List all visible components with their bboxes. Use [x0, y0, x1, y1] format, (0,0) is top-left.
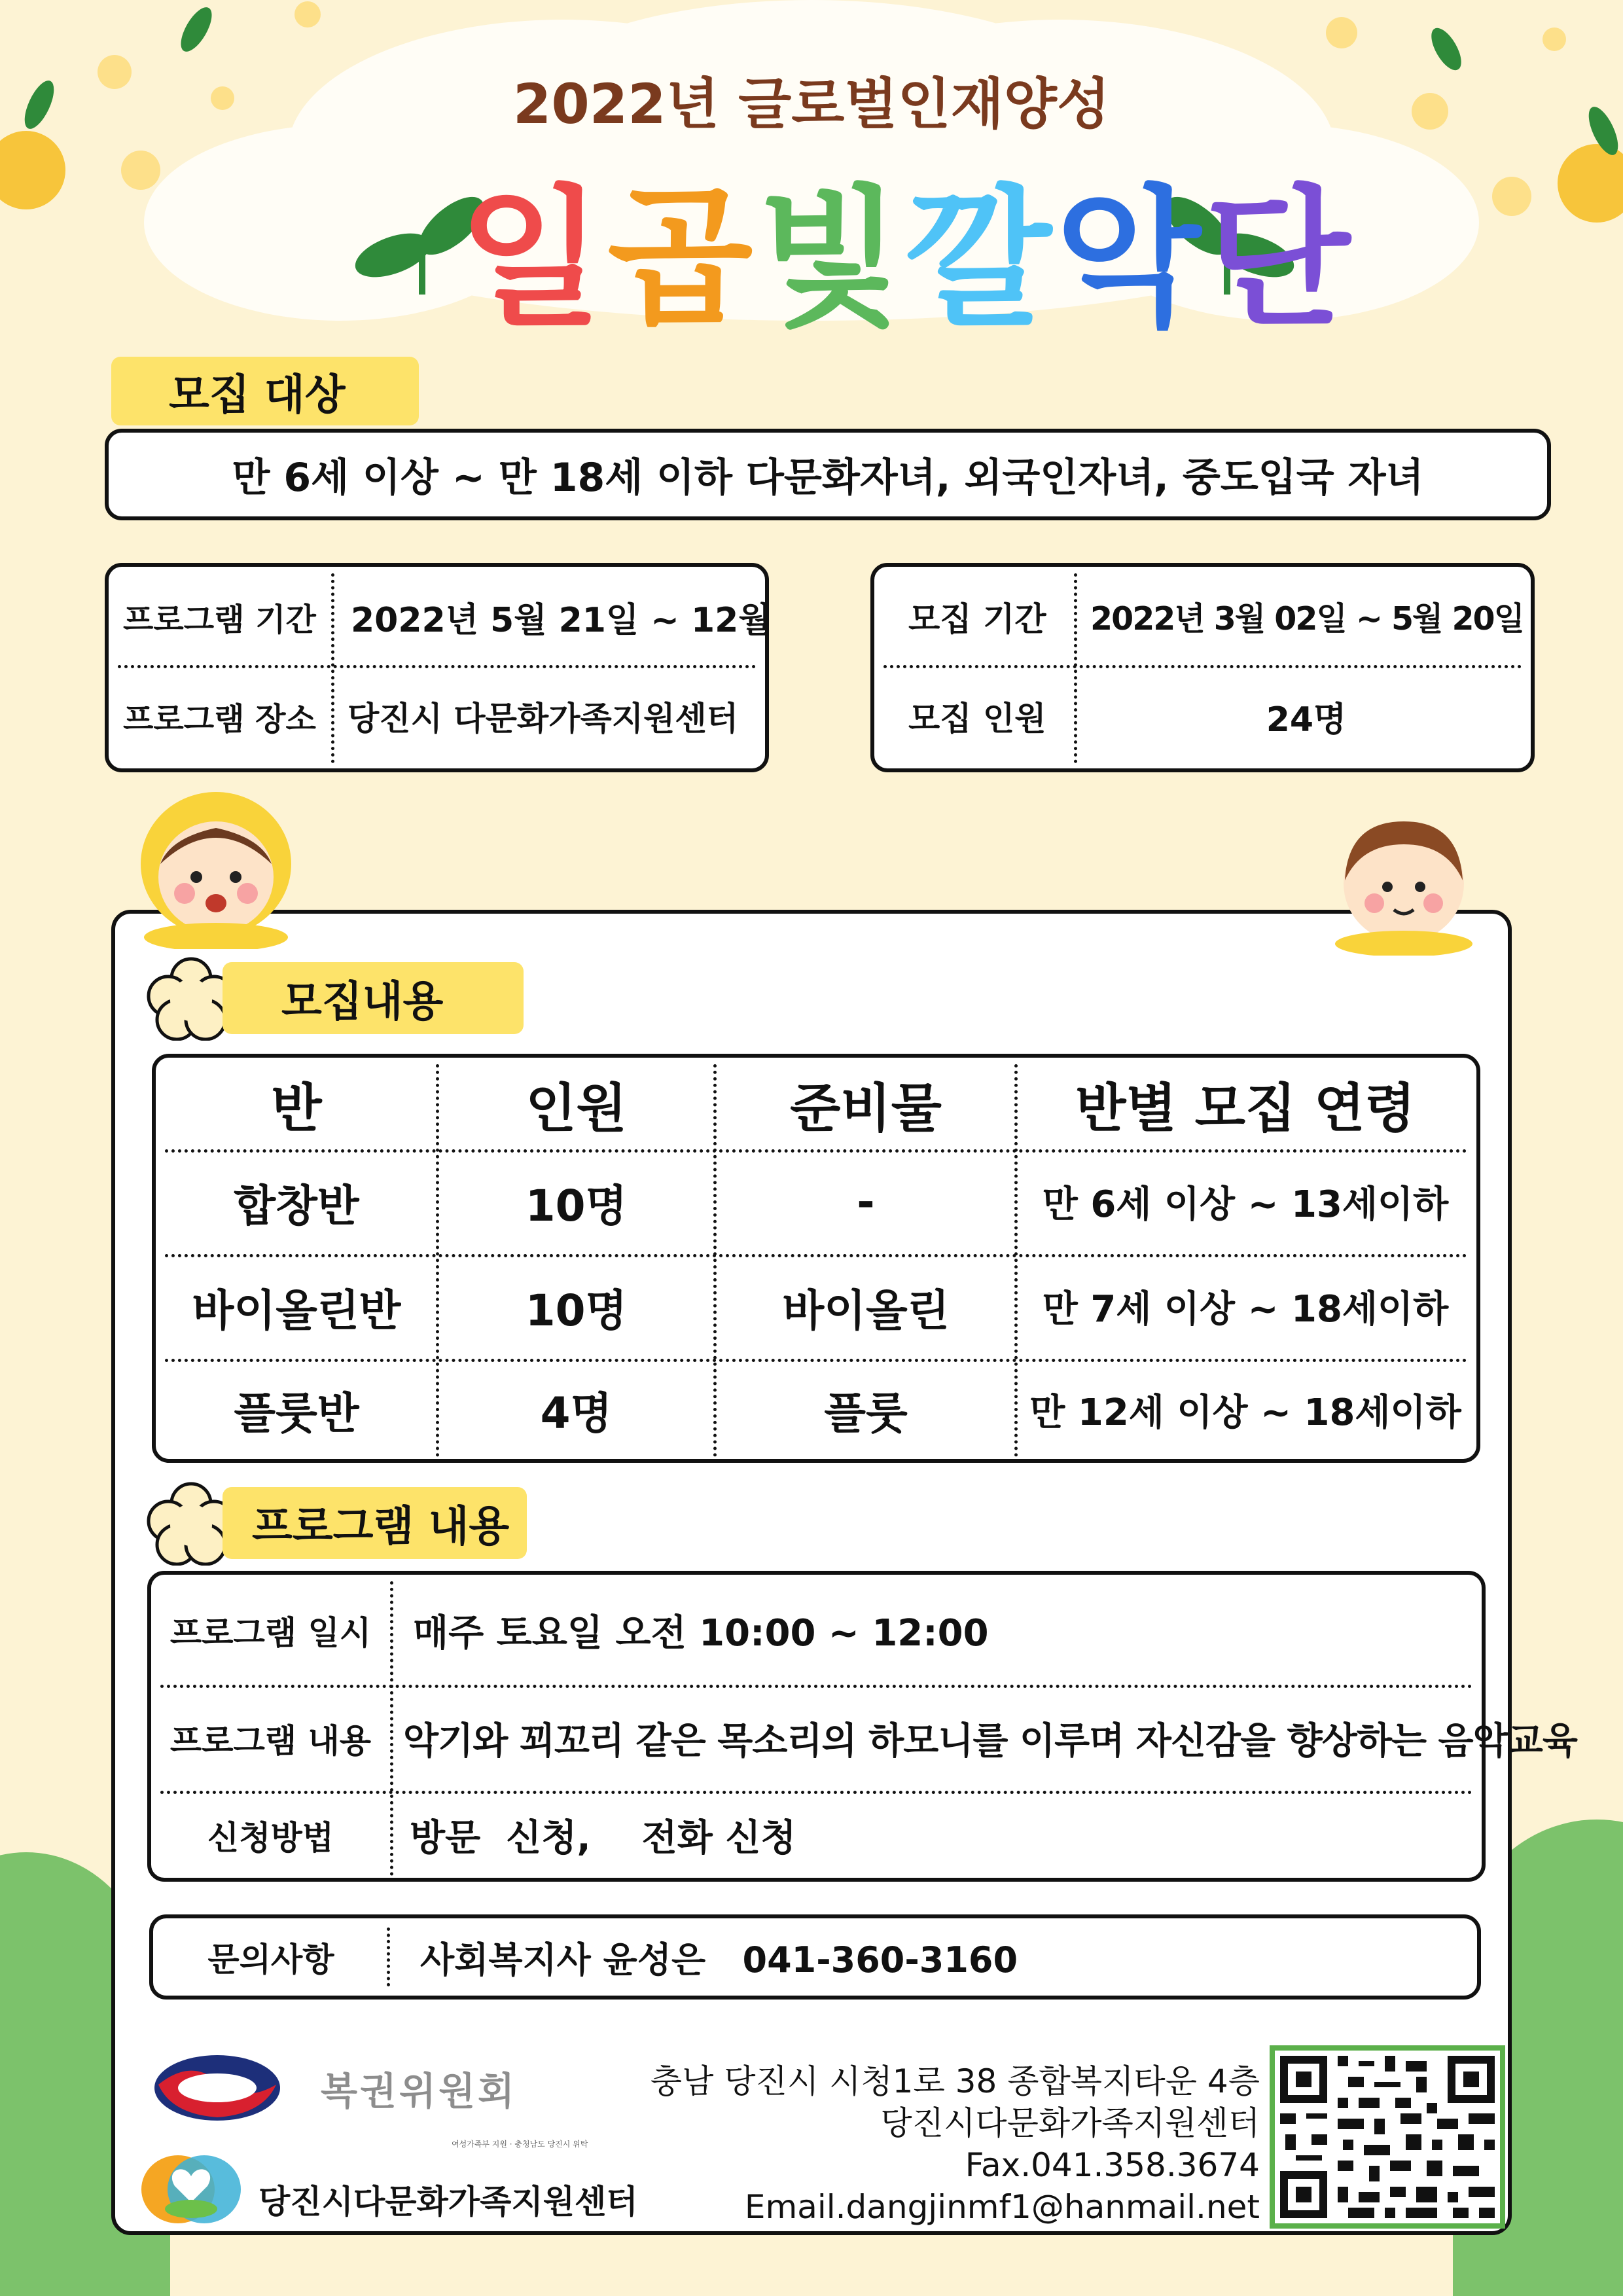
address: 충남 당진시 시청1로 38 종합복지타운 4층 [650, 2062, 1260, 2100]
divider [165, 1359, 1467, 1362]
program-row-value: 방문 신청, 전화 신청 [410, 1816, 796, 1859]
sponsor-note: 여성가족부 지원 · 충청남도 당진시 위탁 [452, 2139, 588, 2149]
title-char: 곱 [607, 172, 757, 347]
program-place-value: 당진시 다문화가족지원센터 [348, 700, 739, 738]
inquiry-box [149, 1914, 1481, 2000]
program-row-label: 프로그램 일시 [169, 1614, 372, 1652]
divider [165, 1149, 1467, 1153]
divider [387, 1928, 390, 1986]
program-table [147, 1571, 1577, 1882]
program-row-label: 프로그램 내용 [169, 1722, 372, 1760]
recruit-table [152, 1054, 1480, 1463]
divider [436, 1064, 439, 1457]
divider [713, 1064, 717, 1457]
title-char: 빛 [757, 172, 906, 347]
fax: Fax.041.358.3674 [965, 2146, 1260, 2184]
program-period-label: 프로그램 기간 [123, 601, 316, 638]
program-row-label: 신청방법 [207, 1818, 334, 1857]
divider [160, 1791, 1472, 1794]
inquiry-label: 문의사항 [207, 1941, 334, 1979]
table-cell: 바이올린반 [192, 1285, 401, 1336]
recruit-info-box [870, 563, 1535, 772]
table-cell: 만 6세 이상 ~ 13세이하 [1042, 1183, 1449, 1226]
program-period-value: 2022년 5월 21일 ~ 12월 [351, 600, 772, 640]
title-char: 깔 [906, 172, 1056, 347]
sponsor-name: 복권위원회 [321, 2069, 518, 2113]
main-title [458, 137, 1354, 354]
recruit-count-label: 모집 인원 [908, 700, 1046, 738]
target-box [105, 429, 1551, 520]
target-label: 모집 대상 [111, 357, 419, 425]
table-cell: 플룻반 [234, 1388, 359, 1439]
recruit-content-label: 모집내용 [223, 962, 524, 1034]
divider [1074, 573, 1077, 763]
divider [390, 1581, 393, 1876]
divider [331, 573, 334, 763]
center-name: 당진시다문화가족지원센터 [259, 2183, 638, 2221]
center-logo-icon [139, 2150, 243, 2229]
divider [118, 665, 756, 668]
title-char: 단 [1204, 172, 1355, 347]
qr-code[interactable] [1270, 2045, 1505, 2229]
table-header: 반별 모집 연령 [1075, 1077, 1416, 1139]
target-text: 만 6세 이상 ~ 만 18세 이하 다문화자녀, 외국인자녀, 중도입국 자녀 [232, 455, 1424, 501]
table-cell: 바이올린 [782, 1285, 950, 1336]
divider [165, 1254, 1467, 1257]
program-row-value: 악기와 꾀꼬리 같은 목소리의 하모니를 이루며 자신감을 향상하는 음악교육 [403, 1720, 1577, 1763]
table-header: 반 [271, 1077, 322, 1139]
table-header: 인원 [526, 1077, 627, 1139]
subtitle: 2022년 글로벌인재양성 [512, 72, 1111, 136]
table-cell: 4명 [540, 1388, 613, 1439]
girl-illustration [131, 785, 301, 949]
table-header: 준비물 [790, 1077, 942, 1139]
title-char: 악 [1055, 172, 1205, 347]
recruit-count-value: 24명 [1266, 700, 1347, 740]
table-cell: 만 12세 이상 ~ 18세이하 [1029, 1391, 1461, 1434]
program-place-label: 프로그램 장소 [123, 700, 316, 738]
boy-illustration [1322, 805, 1486, 956]
divider [883, 665, 1522, 668]
program-row-value: 매주 토요일 오전 10:00 ~ 12:00 [413, 1612, 989, 1655]
recruit-period-value: 2022년 3월 02일 ~ 5월 20일 [1090, 600, 1524, 637]
lottery-logo-icon [152, 2052, 283, 2124]
table-cell: 10명 [525, 1285, 628, 1336]
qr-code-icon [1275, 2051, 1500, 2223]
email: Email.dangjinmf1@hanmail.net [744, 2188, 1260, 2226]
title-char: 일 [458, 172, 608, 347]
organization: 당진시다문화가족지원센터 [880, 2104, 1260, 2142]
inquiry-value: 사회복지사 윤성은 041-360-3160 [420, 1939, 1018, 1981]
table-cell: 합창반 [234, 1180, 359, 1231]
recruit-period-label: 모집 기간 [908, 600, 1046, 638]
program-info-box [105, 563, 772, 772]
table-cell: 만 7세 이상 ~ 18세이하 [1042, 1288, 1449, 1331]
table-cell: 10명 [525, 1180, 628, 1231]
program-content-label: 프로그램 내용 [223, 1487, 527, 1559]
divider [160, 1685, 1472, 1688]
table-cell: 플룻 [824, 1388, 908, 1439]
divider [1014, 1064, 1018, 1457]
table-cell: - [857, 1176, 875, 1227]
contact-info [628, 2060, 1260, 2228]
